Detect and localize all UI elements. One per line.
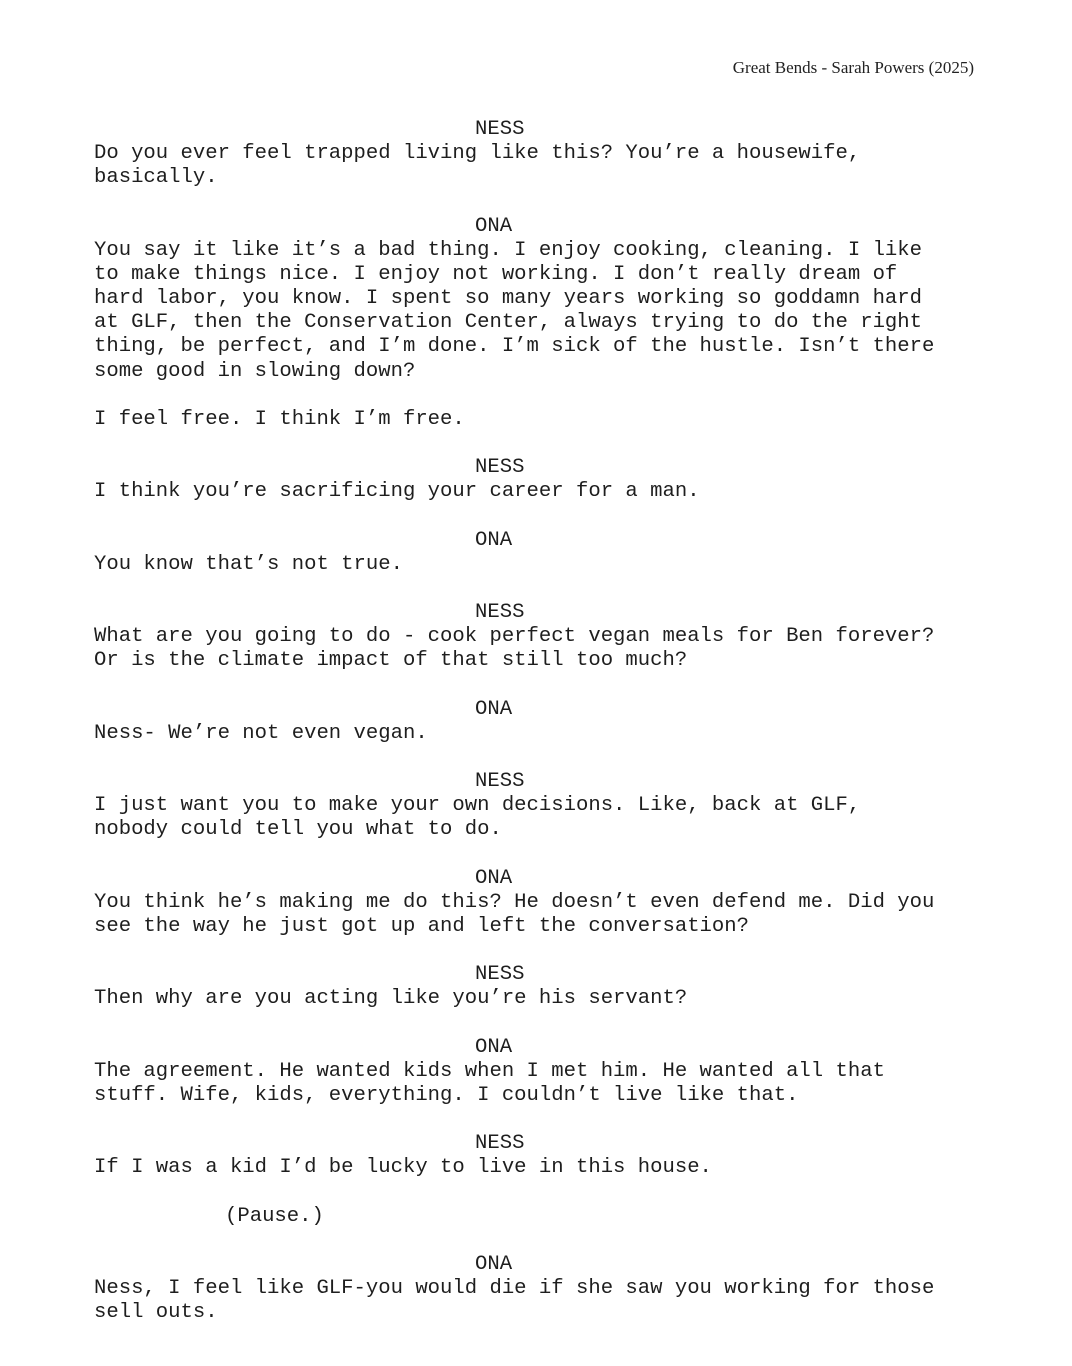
dialogue-text: I feel free. I think I’m free. bbox=[94, 408, 465, 431]
dialogue-text: I just want you to make your own decisions. Like, back at GLF, nobody could tell you what to do. bbox=[94, 794, 861, 842]
dialogue-block bbox=[94, 698, 994, 746]
dialogue-block bbox=[94, 770, 994, 842]
dialogue-text: You know that’s not true. bbox=[94, 552, 403, 576]
dialogue-text: Do you ever feel trapped living like this? You’re a housewife, basically. bbox=[94, 142, 861, 190]
character-name: ONA bbox=[475, 528, 513, 552]
dialogue-block bbox=[94, 456, 994, 504]
character-name: ONA bbox=[475, 697, 513, 721]
character-name: NESS bbox=[475, 963, 525, 987]
character-name: NESS bbox=[475, 601, 525, 625]
dialogue-block bbox=[94, 1253, 994, 1325]
dialogue-text: I think you’re sacrificing your career for a man. bbox=[94, 480, 700, 504]
dialogue-block bbox=[94, 963, 994, 1011]
dialogue-block bbox=[94, 1036, 994, 1108]
dialogue-text: The agreement. He wanted kids when I met him. He wanted all that stuff. Wife, kids, everything. I couldn’t live like that. bbox=[94, 1059, 885, 1107]
running-header: Great Bends - Sarah Powers (2025) bbox=[732, 58, 974, 77]
dialogue-text: You say it like it’s a bad thing. I enjoy cooking, cleaning. I like to make things nice. I enjoy not working. I don’t really dream of hard labor, you know. I spent so many years working so goddamn hard at GLF, then the Conservation Center, always trying to do the right thing, be perfect, and I’m done. I’m sick of the hustle. Isn’t there some good in slowing down? bbox=[94, 238, 935, 383]
character-name: NESS bbox=[475, 118, 525, 141]
dialogue-block bbox=[94, 601, 994, 673]
character-name: ONA bbox=[475, 214, 513, 238]
character-name: NESS bbox=[475, 456, 525, 480]
character-name: NESS bbox=[475, 770, 525, 794]
character-name: NESS bbox=[475, 1132, 525, 1156]
script-body bbox=[94, 118, 994, 1326]
dialogue-text: Ness- We’re not even vegan. bbox=[94, 721, 428, 745]
dialogue-text: Ness, I feel like GLF-you would die if she saw you working for those sell outs. bbox=[94, 1277, 935, 1325]
character-name: ONA bbox=[475, 1253, 513, 1277]
dialogue-text: If I was a kid I’d be lucky to live in this house. bbox=[94, 1156, 712, 1180]
dialogue-text: You think he’s making me do this? He doesn’t even defend me. Did you see the way he just got up and left the conversation? bbox=[94, 890, 935, 938]
dialogue-block bbox=[94, 867, 994, 939]
dialogue-text: What are you going to do - cook perfect vegan meals for Ben forever? Or is the climate impact of that still too much? bbox=[94, 625, 935, 673]
stage-direction: (Pause.) bbox=[225, 1204, 324, 1228]
character-name: ONA bbox=[475, 1035, 513, 1059]
dialogue-block bbox=[94, 215, 994, 433]
dialogue-block bbox=[94, 118, 994, 190]
dialogue-text: Then why are you acting like you’re his servant? bbox=[94, 987, 688, 1011]
character-name: ONA bbox=[475, 866, 513, 890]
dialogue-block bbox=[94, 1132, 994, 1229]
dialogue-block bbox=[94, 529, 994, 577]
